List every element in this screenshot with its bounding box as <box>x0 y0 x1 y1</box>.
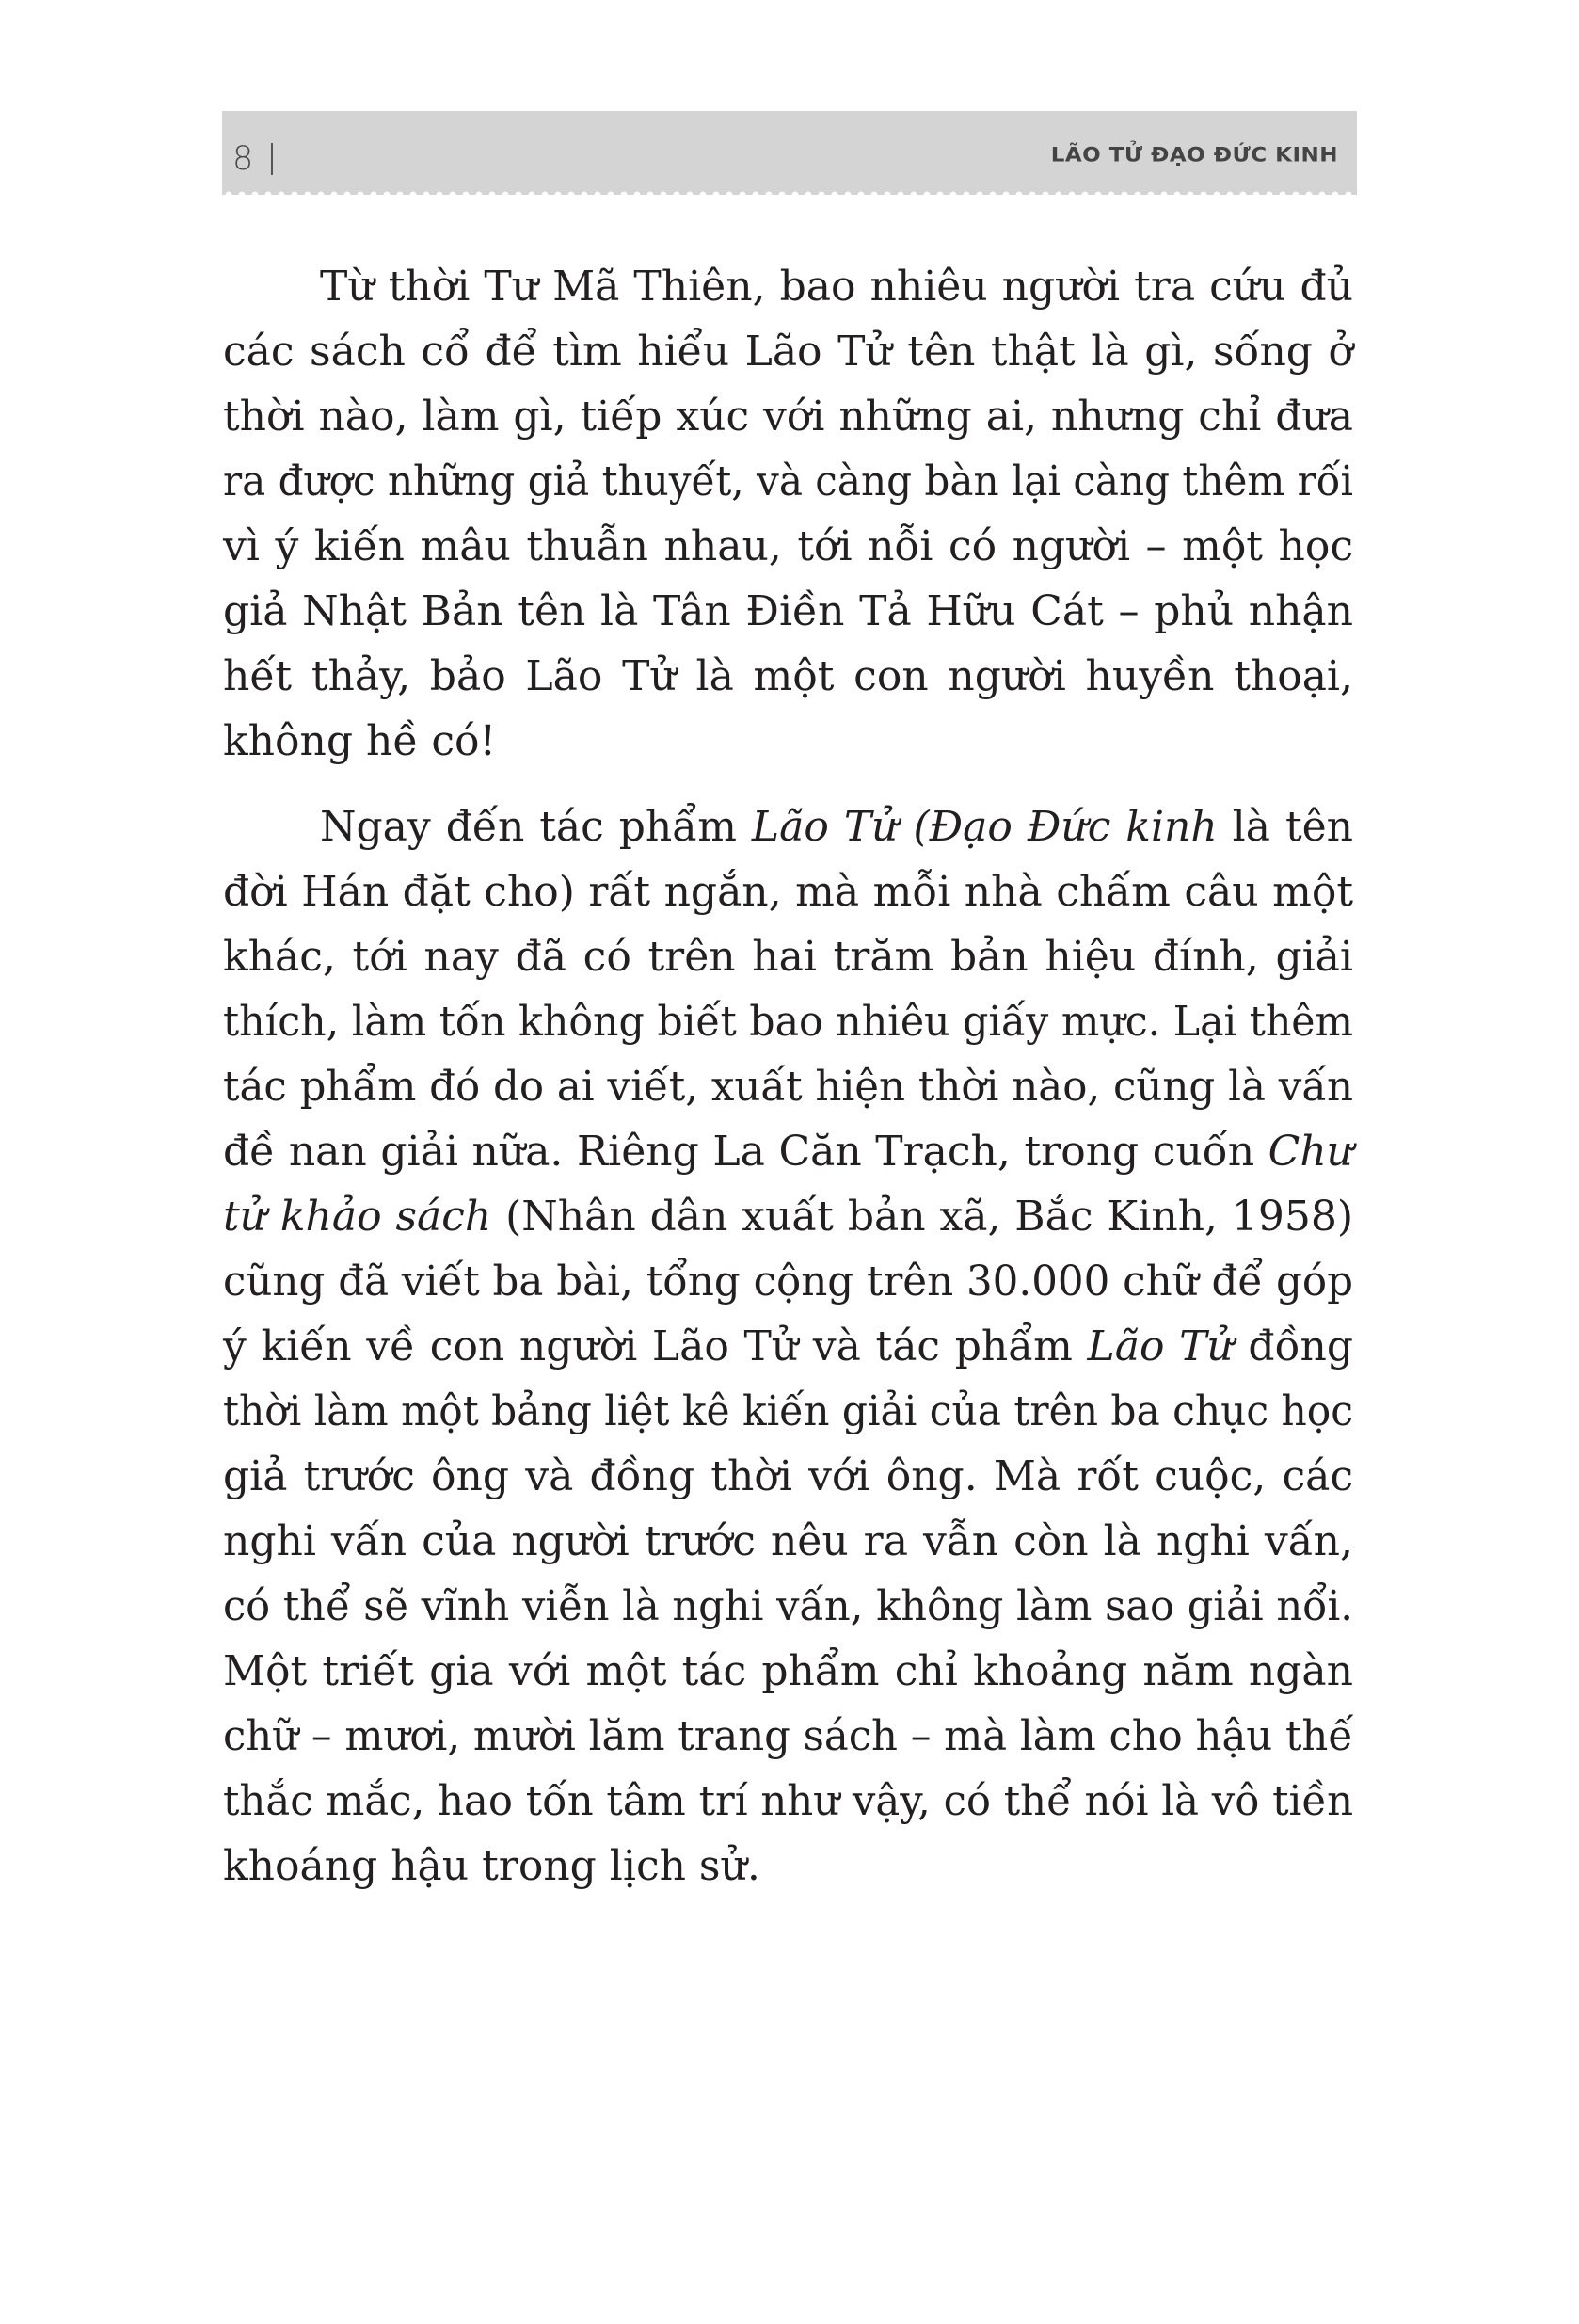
text-segment: đề nan giải nữa. Riêng La Căn Trạch, trong cuốn <box>223 1128 1268 1176</box>
page-number: 8 <box>232 140 254 178</box>
text-segment: thời nào, làm gì, tiếp xúc với những ai, nhưng chỉ đưa <box>223 393 1353 441</box>
text-line <box>223 449 1353 514</box>
text-segment: chữ – mươi, mười lăm trang sách – mà làm cho hậu thế <box>223 1712 1353 1760</box>
text-segment: không hề có! <box>223 717 497 765</box>
text-segment: cũng đã viết ba bài, tổng cộng trên 30.000 chữ để góp <box>223 1258 1353 1306</box>
text-segment <box>899 803 914 851</box>
text-line <box>223 1639 1353 1704</box>
text-segment: đời Hán đặt cho) rất ngắn, mà mỗi nhà chấm câu một <box>223 868 1353 916</box>
body-text <box>223 254 1353 1899</box>
text-line <box>223 1184 1353 1249</box>
text-line <box>223 1574 1353 1639</box>
text-segment: thắc mắc, hao tốn tâm trí như vậy, có thể nói là vô tiền <box>223 1777 1353 1825</box>
text-segment: Từ thời Tư Mã Thiên, bao nhiêu người tra cứu đủ <box>320 263 1353 311</box>
text-segment: đồng <box>1233 1322 1353 1370</box>
text-segment: giả Nhật Bản tên là Tân Điền Tả Hữu Cát – phủ nhận <box>223 587 1353 635</box>
scalloped-edge <box>222 190 1357 195</box>
text-segment: các sách cổ để tìm hiểu Lão Tử tên thật là gì, sống ở <box>223 328 1353 376</box>
running-title: LÃO TỬ ĐẠO ĐỨC KINH <box>1050 144 1338 167</box>
text-line <box>223 1834 1353 1899</box>
text-line <box>223 1509 1353 1574</box>
italic-text: Lão Tử <box>1087 1322 1234 1370</box>
text-segment: vì ý kiến mâu thuẫn nhau, tới nỗi có người – một học <box>223 522 1353 570</box>
header-divider <box>271 143 273 175</box>
text-line <box>223 319 1353 384</box>
text-line <box>223 859 1353 924</box>
text-segment: ra được những giả thuyết, và càng bàn lại càng thêm rối <box>223 457 1353 505</box>
paragraph <box>223 794 1353 1899</box>
text-line <box>223 1704 1353 1769</box>
running-header <box>222 111 1357 195</box>
text-segment: là tên <box>1217 803 1353 851</box>
text-segment: khoáng hậu trong lịch sử. <box>223 1842 760 1890</box>
text-line <box>223 1054 1353 1119</box>
text-segment: tác phẩm đó do ai viết, xuất hiện thời nào, cũng là vấn <box>223 1063 1353 1111</box>
text-line <box>223 1379 1353 1444</box>
text-line <box>223 644 1353 709</box>
text-segment: hết thảy, bảo Lão Tử là một con người huyền thoại, <box>223 652 1353 700</box>
text-line <box>223 254 1353 319</box>
text-line <box>223 1444 1353 1509</box>
text-line <box>223 924 1353 989</box>
text-segment: Ngay đến tác phẩm <box>320 803 752 851</box>
text-segment: thời làm một bảng liệt kê kiến giải của trên ba chục học <box>223 1387 1353 1435</box>
text-line <box>223 1119 1353 1184</box>
text-segment: có thể sẽ vĩnh viễn là nghi vấn, không làm sao giải nổi. <box>223 1582 1353 1630</box>
text-segment: thích, làm tốn không biết bao nhiêu giấy mực. Lại thêm <box>223 998 1353 1046</box>
text-segment: Một triết gia với một tác phẩm chỉ khoảng năm ngàn <box>223 1647 1353 1695</box>
text-line <box>223 794 1353 859</box>
text-segment: khác, tới nay đã có trên hai trăm bản hiệu đính, giải <box>223 933 1353 981</box>
italic-text: Lão Tử <box>751 803 899 851</box>
italic-text: tử khảo sách <box>223 1193 492 1241</box>
text-line <box>223 1314 1353 1379</box>
text-segment: (Nhân dân xuất bản xã, Bắc Kinh, 1958) <box>491 1193 1353 1241</box>
text-line <box>223 989 1353 1054</box>
text-line <box>223 384 1353 449</box>
italic-text: Chư <box>1268 1128 1353 1176</box>
text-segment: nghi vấn của người trước nêu ra vẫn còn là nghi vấn, <box>223 1517 1353 1565</box>
text-line <box>223 1769 1353 1834</box>
italic-text: (Đạo Đức kinh <box>913 803 1218 851</box>
paragraph <box>223 254 1353 774</box>
text-line <box>223 1249 1353 1314</box>
text-line <box>223 514 1353 579</box>
text-segment: giả trước ông và đồng thời với ông. Mà rốt cuộc, các <box>223 1452 1353 1500</box>
text-line <box>223 709 1353 774</box>
text-line <box>223 579 1353 644</box>
text-segment: ý kiến về con người Lão Tử và tác phẩm <box>223 1322 1088 1370</box>
